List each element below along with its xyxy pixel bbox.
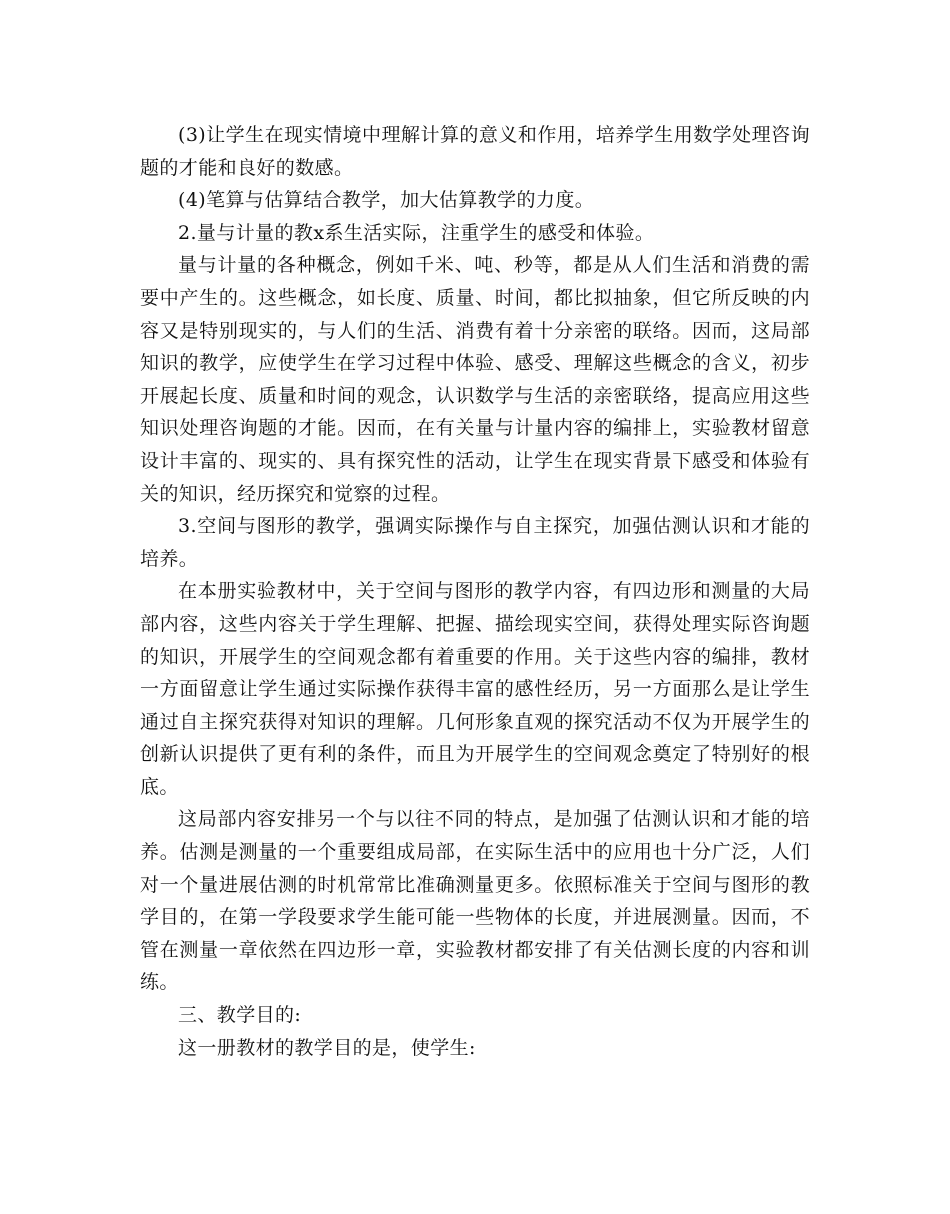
paragraph-space-content: 在本册实验教材中，关于空间与图形的教学内容，有四边形和测量的大局部内容，这些内容关于学生理解、把握、描绘现实空间，获得处理实际咨询题的知识，开展学生的空间观念都有着重要的作用。关于这些内容的编排，教材一方面留意让学生通过实际操作获得丰富的感性经历，另一方面那么是让学生通过自主探究获得对知识的理解。几何形象直观的探究活动不仅为开展学生的创新认识提供了更有利的条件，而且为开展学生的空间观念奠定了特别好的根底。 — [140, 580, 810, 798]
paragraph-estimation-ability: 这局部内容安排另一个与以往不同的特点，是加强了估测认识和才能的培养。估测是测量的一个重要组成局部，在实际生活中的应用也十分广泛，人们对一个量进展估测的时机常常比准确测量更多。依照标准关于空间与图形的教学目的，在第一学段要求学生能可能一些物体的长度，并进展测量。因而，不管在测量一章依然在四边形一章，实验教材都安排了有关估测长度的内容和训练。 — [140, 808, 810, 994]
paragraph-calculation-meaning: (3)让学生在现实情境中理解计算的意义和作用，培养学生用数学处理咨询题的才能和良好的数感。 — [140, 124, 810, 179]
document-page — [140, 119, 810, 1064]
paragraph-measurement-concepts: 量与计量的各种概念，例如千米、吨、秒等，都是从人们生活和消费的需要中产生的。这些概念，如长度、质量、时间，都比拟抽象，但它所反映的内容又是特别现实的，与人们的生活、消费有着十分亲密的联络。因而，这局部知识的教学，应使学生在学习过程中体验、感受、理解这些概念的含义，初步开展起长度、质量和时间的观念，认识数学与生活的亲密联络，提高应用这些知识处理咨询题的才能。因而，在有关量与计量内容的编排上，实验教材留意设计丰富的、现实的、具有探究性的活动，让学生在现实背景下感受和体验有关的知识，经历探究和觉察的过程。 — [140, 254, 810, 505]
heading-space-and-shapes: 3.空间与图形的教学，强调实际操作与自主探究，加强估测认识和才能的培养。 — [140, 515, 810, 570]
heading-measurement: 2.量与计量的教x系生活实际，注重学生的感受和体验。 — [178, 221, 655, 244]
heading-teaching-goals: 三、教学目的: — [178, 1004, 302, 1027]
paragraph-estimation: (4)笔算与估算结合教学，加大估算教学的力度。 — [178, 189, 595, 212]
paragraph-goals-intro: 这一册教材的教学目的是，使学生: — [178, 1036, 476, 1059]
